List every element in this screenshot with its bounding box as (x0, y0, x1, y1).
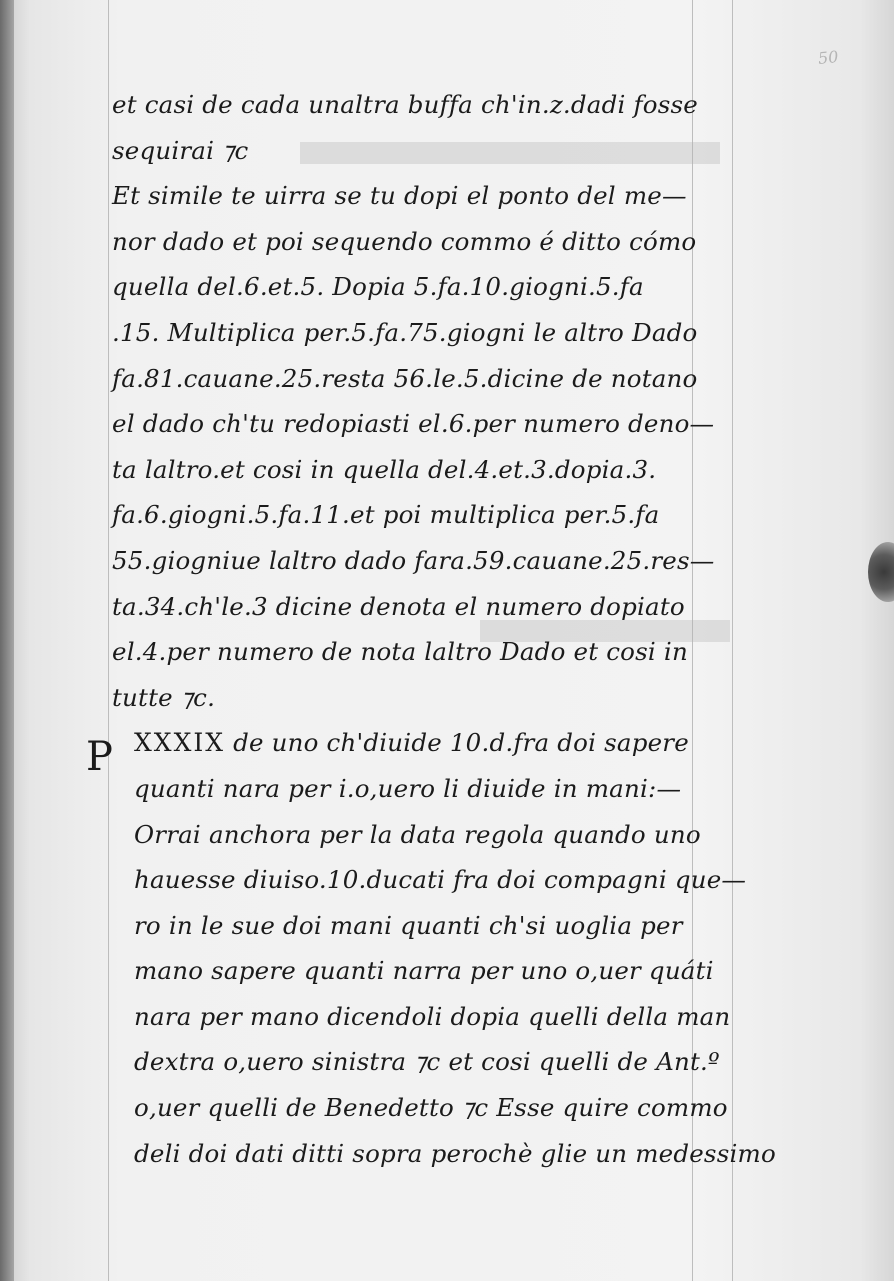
text-line: tutte ⁊c. (112, 682, 216, 712)
paragraph-line: dextra o,uero sinistra ⁊c et cosi quelli de Ant.º (134, 1047, 720, 1077)
text-line: fa.81.cauane.25.resta 56.le.5.dicine de notano (112, 363, 698, 393)
heading-text: de uno ch'diuide 10.d.fra doi sapere (233, 728, 689, 758)
paragraph-line: ro in le sue doi mani quanti ch'si uoglia per (134, 910, 683, 940)
text-line: Et simile te uirra se tu dopi el ponto del me— (112, 181, 687, 211)
text-line: nor dado et poi sequendo commo é ditto cómo (112, 226, 697, 256)
drop-capital: P (86, 734, 113, 780)
binding-edge (0, 0, 14, 1281)
text-line: el dado ch'tu redopiasti el.6.per numero deno— (112, 409, 715, 439)
page-hole (868, 542, 894, 602)
chapter-heading (112, 720, 752, 766)
paragraph-line: deli doi dati ditti sopra perochè glie un medessimo (134, 1138, 776, 1168)
margin-ruling-left (108, 0, 109, 1281)
paragraph-line: hauesse diuiso.10.ducati fra doi compagni que— (134, 865, 747, 895)
heading-line: quanti nara per i.o,uero li diuide in mani:— (134, 773, 682, 803)
folio-number: 50 (817, 46, 840, 69)
text-line: ta laltro.et cosi in quella del.4.et.3.dopia.3. (112, 454, 657, 484)
roman-numeral: XXXIX (134, 728, 226, 758)
text-line: quella del.6.et.5. Dopia 5.fa.10.giogni.5.fa (112, 272, 644, 302)
paragraph-line: nara per mano dicendoli dopia quelli della man (134, 1001, 731, 1031)
paragraph-line: mano sapere quanti narra per uno o,uer quáti (134, 956, 714, 986)
text-line: sequirai ⁊c (112, 135, 249, 165)
paragraph-line: o,uer quelli de Benedetto ⁊c Esse quire commo (134, 1093, 728, 1123)
text-line: .15. Multiplica per.5.fa.75.giogni le altro Dado (112, 317, 698, 347)
text-line: el.4.per numero de nota laltro Dado et cosi in (112, 637, 688, 667)
text-line: ta.34.ch'le.3 dicine denota el numero dopiato (112, 591, 685, 621)
text-line: fa.6.giogni.5.fa.11.et poi multiplica per.5.fa (112, 500, 660, 530)
manuscript-text (112, 82, 776, 1176)
text-line: et casi de cada unaltra buffa ch'in.z.dadi fosse (112, 90, 698, 119)
paragraph-line: Orrai anchora per la data regola quando uno (134, 819, 701, 849)
text-line: 55.giogniue laltro dado fara.59.cauane.25.res— (112, 545, 715, 575)
